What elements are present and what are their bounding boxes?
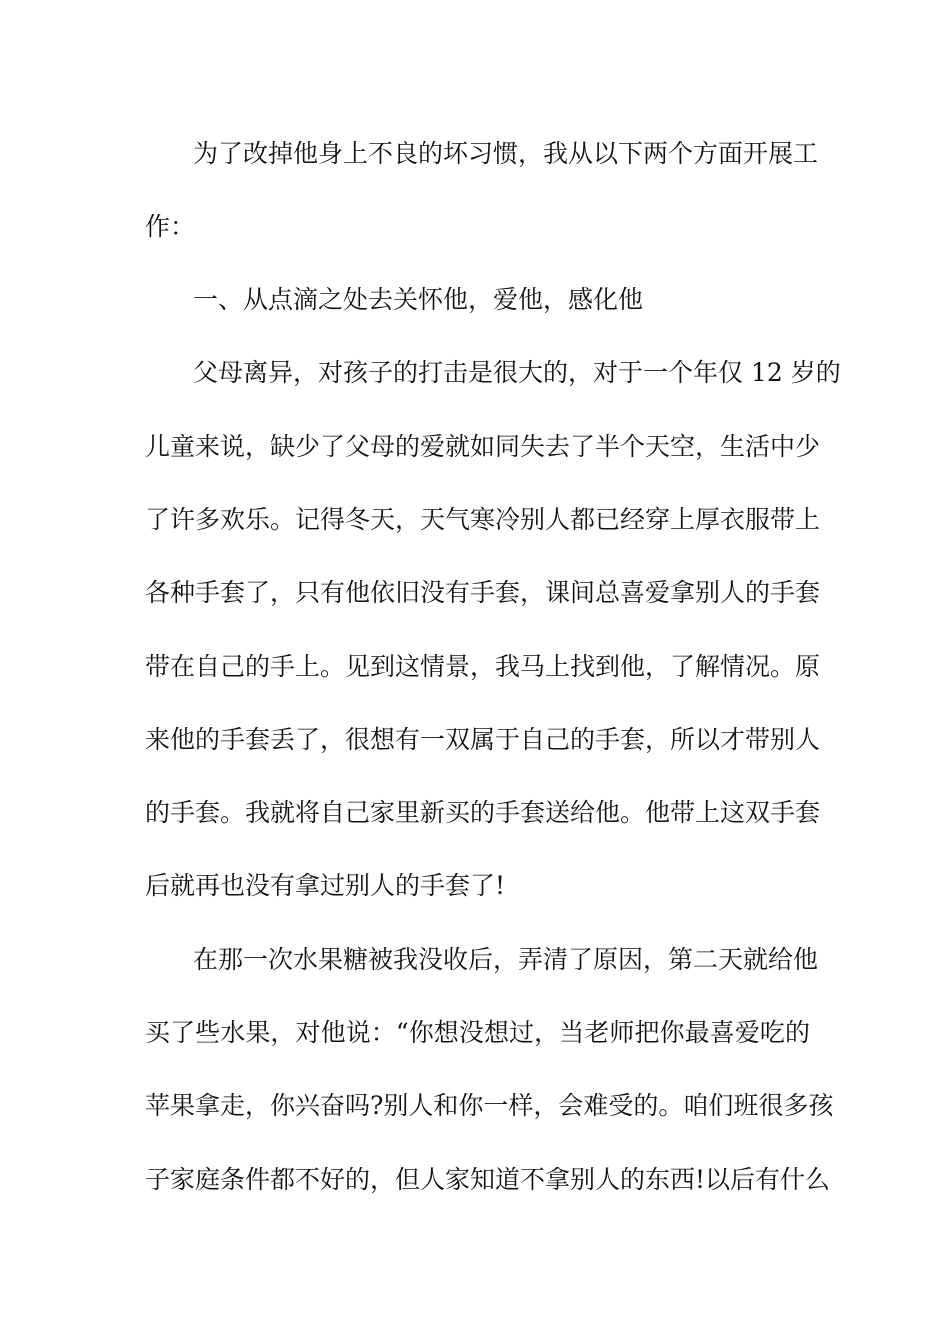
paragraph-2-line-6: 来他的手套丢了，很想有一双属于自己的手套，所以才带别人	[145, 725, 821, 754]
paragraph-1-line-1: 为了改掉他身上不良的坏习惯，我从以下两个方面开展工	[193, 139, 819, 168]
paragraph-2-line-4: 各种手套了，只有他依旧没有手套，课间总喜爱拿别人的手套	[145, 578, 821, 607]
paragraph-3-line-1: 在那一次水果糖被我没收后，弄清了原因，第二天就给他	[193, 945, 819, 974]
paragraph-1-line-2: 作：	[145, 212, 196, 241]
paragraph-2-line-5: 带在自己的手上。见到这情景，我马上找到他，了解情况。原	[145, 652, 821, 681]
paragraph-3-line-3: 苹果拿走，你兴奋吗?别人和你一样，会难受的。咱们班很多孩	[145, 1091, 834, 1120]
section-heading: 一、从点滴之处去关怀他，爱他，感化他	[193, 285, 644, 314]
paragraph-2-line-8: 后就再也没有拿过别人的手套了!	[145, 871, 506, 900]
paragraph-3-line-4: 子家庭条件都不好的，但人家知道不拿别人的东西!以后有什么	[145, 1165, 831, 1194]
paragraph-2-line-3: 了许多欢乐。记得冬天，天气寒冷别人都已经穿上厚衣服带上	[145, 505, 821, 534]
paragraph-2-line-1: 父母离异，对孩子的打击是很大的，对于一个年仅 12 岁的	[193, 358, 841, 387]
paragraph-2-line-7: 的手套。我就将自己家里新买的手套送给他。他带上这双手套	[145, 798, 821, 827]
paragraph-2-line-2: 儿童来说，缺少了父母的爱就如同失去了半个天空，生活中少	[145, 432, 821, 461]
paragraph-3-line-2: 买了些水果，对他说：“你想没想过，当老师把你最喜爱吃的	[145, 1018, 810, 1047]
